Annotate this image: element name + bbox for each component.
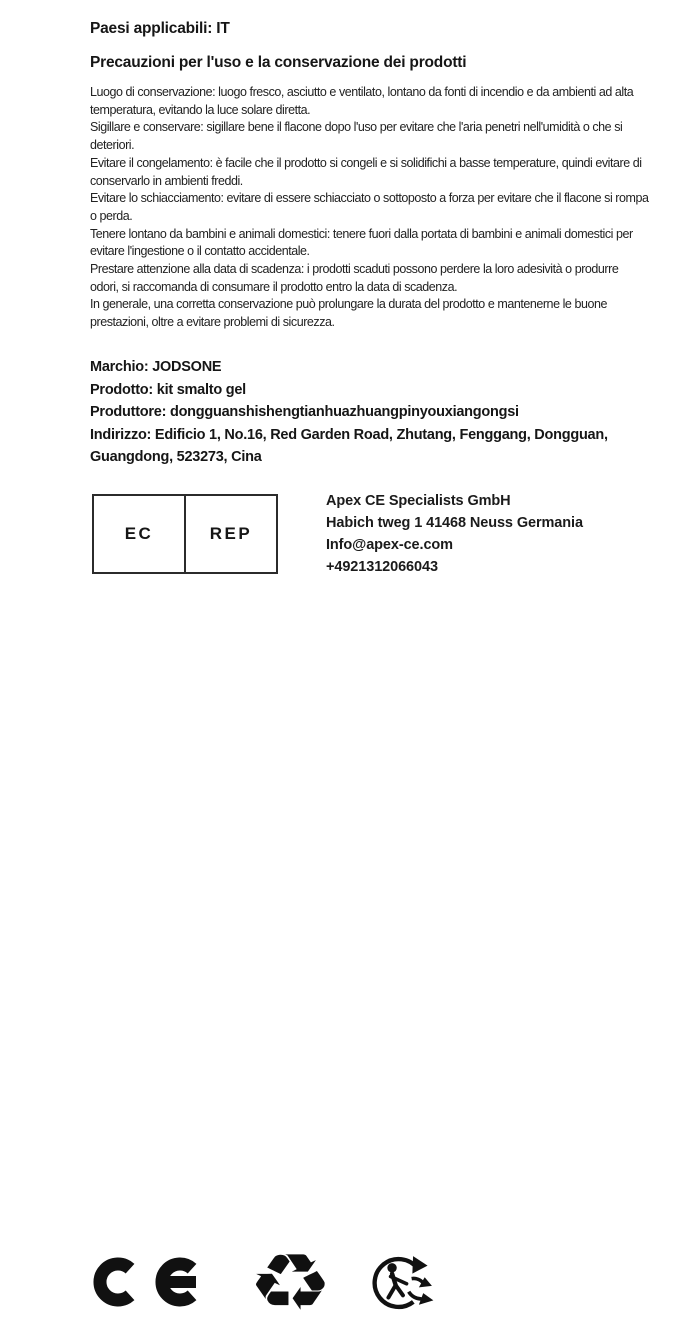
precaution-line: Evitare il congelamento: è facile che il prodotto si congeli e si solidifichi a basse temperature, quindi evitare di (90, 155, 642, 170)
precaution-line: odori, si raccomanda di consumare il prodotto entro la data di scadenza. (90, 279, 458, 294)
representative-email: Info@apex-ce.com (326, 537, 453, 553)
ec-rep-box (92, 494, 278, 574)
representative-contact-block (326, 490, 583, 578)
manufacturer-line: Produttore: dongguanshishengtianhuazhuangpinyouxiangongsi (90, 404, 519, 420)
precaution-line: o perda. (90, 208, 133, 223)
ec-cell: EC (124, 524, 154, 543)
precautions-paragraph (90, 84, 648, 332)
precaution-line: prestazioni, oltre a evitare problemi di sicurezza. (90, 315, 335, 330)
precaution-line: Luogo di conservazione: luogo fresco, asciutto e ventilato, lontano da fonti di incendio e da ambienti ad alta (90, 85, 634, 99)
precaution-line: Evitare lo schiacciamento: evitare di essere schiacciato o sottoposto a forza per evitare che il flacone si rompa (90, 191, 649, 206)
precaution-line: temperatura, evitando la luce solare diretta. (90, 102, 311, 117)
rep-cell: REP (184, 496, 276, 572)
address-line: Indirizzo: Edificio 1, No.16, Red Garden Road, Zhutang, Fenggang, Dongguan, Guangdong, 523273, Cina (90, 426, 608, 465)
precautions-title: Precauzioni per l'uso e la conservazione dei prodotti (90, 54, 467, 71)
precaution-line: deteriori. (90, 138, 135, 153)
triman-icon (368, 1254, 448, 1312)
recycling-icon: ♻ (248, 1237, 333, 1328)
certification-icons-row (0, 620, 679, 1328)
representative-name: Apex CE Specialists GmbH (326, 493, 511, 509)
precaution-line: Prestare attenzione alla data di scadenza: i prodotti scaduti possono perdere la loro adesività o produrre (90, 262, 619, 277)
applicable-countries-heading: Paesi applicabili: IT (90, 20, 230, 37)
product-info-block (90, 356, 610, 469)
precaution-line: Sigillare e conservare: sigillare bene il flacone dopo l'uso per evitare che l'aria penetri nell'umidità o che si (90, 120, 623, 135)
precaution-line: In generale, una corretta conservazione può prolungare la durata del prodotto e mantenerne le buone (90, 297, 607, 312)
precaution-line: conservarlo in ambienti freddi. (90, 173, 243, 188)
brand-line: Marchio: JODSONE (90, 359, 222, 375)
precaution-line: Tenere lontano da bambini e animali domestici: tenere fuori dalla portata di bambini e animali domestici per (90, 226, 633, 241)
product-line: Prodotto: kit smalto gel (90, 381, 246, 398)
representative-phone: +4921312066043 (326, 559, 438, 575)
ce-marking-icon (93, 1257, 205, 1307)
representative-address: Habich tweg 1 41468 Neuss Germania (326, 515, 583, 531)
precaution-line: evitare l'ingestione o il contatto accidentale. (90, 244, 310, 259)
